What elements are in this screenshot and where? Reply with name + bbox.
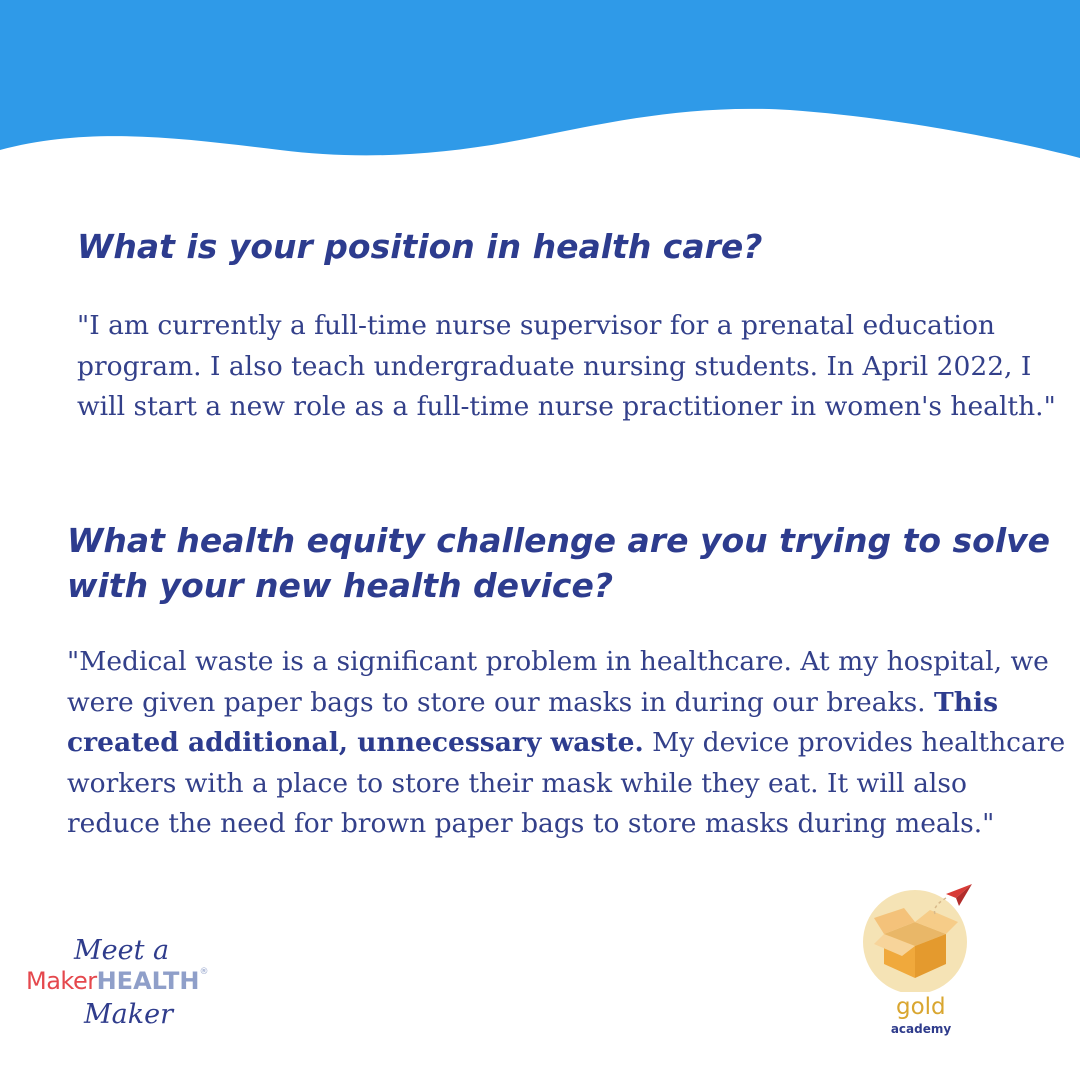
answer-text-emphasis: This created additional, unnecessary waste. [67,686,999,758]
answer-health-equity [67,642,1067,845]
logo-registered-mark: ® [199,967,209,977]
logo-gold-text: gold [896,994,946,1020]
logo-maker-script-text: Maker [84,999,173,1030]
logo-wordmark [26,967,208,995]
logo-meet-text: Meet a [74,935,170,966]
logo-maker-text: Maker [26,967,97,995]
open-box-paper-plane-icon [862,882,974,992]
question-position: What is your position in health care? [77,227,763,266]
answer-text-rest: My device provides healthcare workers with a place to store their mask while they eat. It will also reduce the need for brown paper bags to store masks during meals." [67,727,1066,839]
meet-a-maker-health-maker-logo [26,935,226,1045]
logo-academy-text: academy [890,1022,952,1036]
header-wave [0,0,1080,170]
question-health-equity: What health equity challenge are you trying to solve with your new health device? [67,521,1051,605]
answer-text-intro: "Medical waste is a significant problem in healthcare. At my hospital, we were given paper bags to store our masks in during our breaks. [67,646,1049,718]
answer-position: "I am currently a full-time nurse supervisor for a prenatal education program. I also teach undergraduate nursing students. In April 2022, I will start a new role as a full-time nurse practitioner in women's health." [77,310,1056,422]
logo-health-text: HEALTH [96,967,200,995]
